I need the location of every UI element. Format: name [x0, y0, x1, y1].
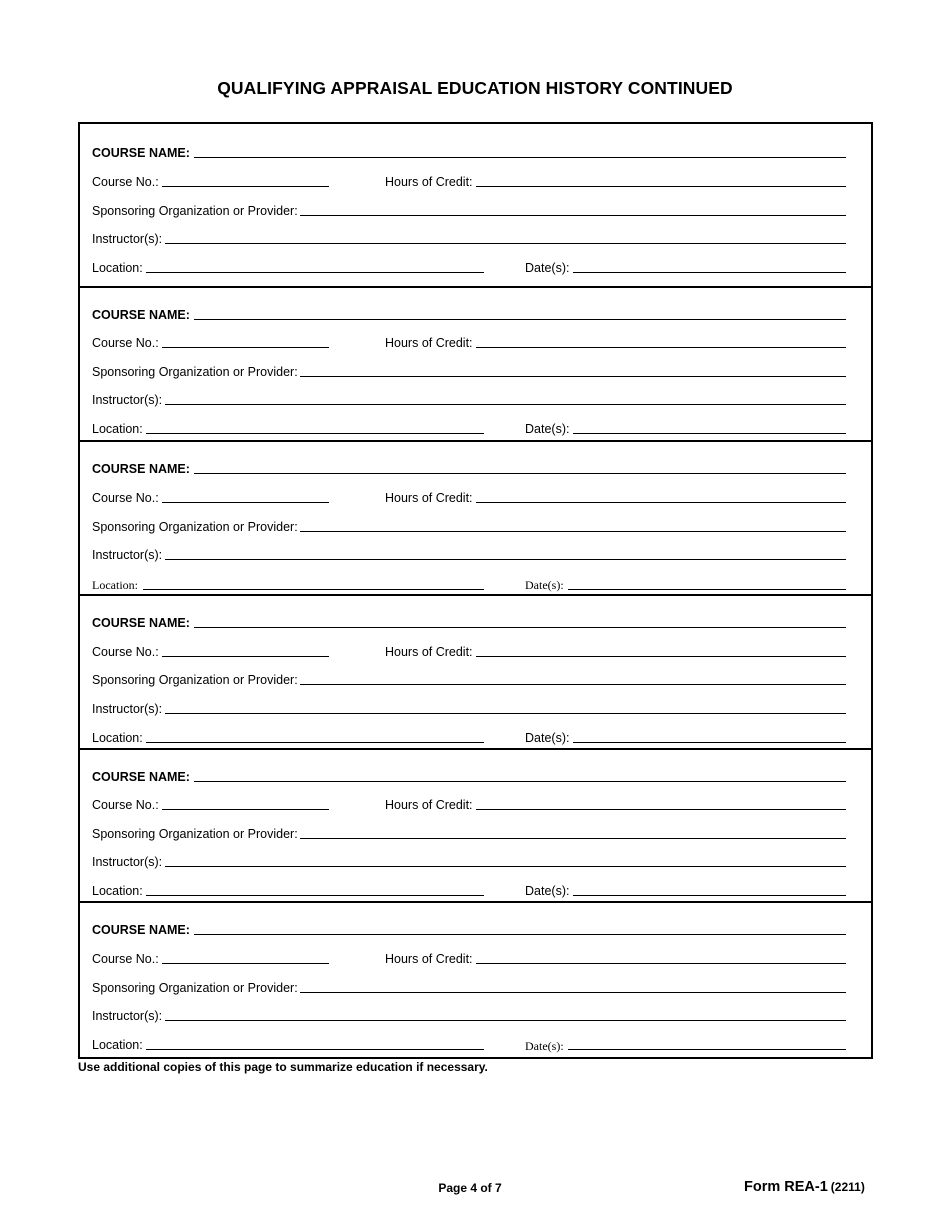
- hours-of-credit-label: Hours of Credit:: [385, 798, 473, 812]
- course-no-label: Course No.:: [92, 798, 159, 812]
- dates-label: Date(s):: [525, 884, 570, 898]
- instructors-field[interactable]: [165, 866, 846, 867]
- dates-label: Date(s):: [525, 1039, 564, 1053]
- location-label: Location:: [92, 884, 143, 898]
- hours-of-credit-label: Hours of Credit:: [385, 336, 473, 350]
- course-name-label: COURSE NAME:: [92, 923, 190, 937]
- course-entry-1: [80, 124, 871, 278]
- location-field[interactable]: [143, 589, 484, 590]
- sponsoring-label: Sponsoring Organization or Provider:: [92, 981, 298, 995]
- course-name-label: COURSE NAME:: [92, 146, 190, 160]
- course-no-field[interactable]: [162, 963, 329, 964]
- course-name-label: COURSE NAME:: [92, 308, 190, 322]
- hours-of-credit-field[interactable]: [476, 502, 846, 503]
- course-name-field[interactable]: [194, 781, 846, 782]
- instructors-field[interactable]: [165, 559, 846, 560]
- course-no-label: Course No.:: [92, 491, 159, 505]
- instructors-field[interactable]: [165, 713, 846, 714]
- instructors-label: Instructor(s):: [92, 855, 163, 869]
- dates-field[interactable]: [573, 895, 846, 896]
- form-id-text: Form REA-1: [744, 1179, 828, 1195]
- course-no-field[interactable]: [162, 809, 329, 810]
- sponsoring-label: Sponsoring Organization or Provider:: [92, 520, 298, 534]
- instructors-label: Instructor(s):: [92, 232, 163, 246]
- hours-of-credit-field[interactable]: [476, 963, 846, 964]
- instructors-label: Instructor(s):: [92, 702, 163, 716]
- sponsoring-field[interactable]: [300, 992, 846, 993]
- hours-of-credit-label: Hours of Credit:: [385, 952, 473, 966]
- course-name-label: COURSE NAME:: [92, 462, 190, 476]
- course-no-label: Course No.:: [92, 336, 159, 350]
- instructors-field[interactable]: [165, 243, 846, 244]
- page-number: Page 4 of 7: [438, 1181, 502, 1195]
- location-field[interactable]: [146, 1049, 484, 1050]
- dates-label: Date(s):: [525, 261, 570, 275]
- course-name-field[interactable]: [194, 319, 846, 320]
- dates-label: Date(s):: [525, 578, 564, 592]
- location-label: Location:: [92, 1038, 143, 1052]
- page-title: QUALIFYING APPRAISAL EDUCATION HISTORY CONTINUED: [217, 78, 733, 98]
- course-entry-2: [80, 286, 871, 442]
- hours-of-credit-field[interactable]: [476, 656, 846, 657]
- course-no-label: Course No.:: [92, 175, 159, 189]
- form-identifier: [744, 1179, 865, 1195]
- dates-field[interactable]: [573, 272, 846, 273]
- sponsoring-field[interactable]: [300, 531, 846, 532]
- course-name-label: COURSE NAME:: [92, 770, 190, 784]
- sponsoring-label: Sponsoring Organization or Provider:: [92, 673, 298, 687]
- course-no-field[interactable]: [162, 347, 329, 348]
- location-label: Location:: [92, 261, 143, 275]
- dates-field[interactable]: [568, 1049, 846, 1050]
- course-entry-3: [80, 440, 871, 596]
- course-no-field[interactable]: [162, 502, 329, 503]
- location-label: Location:: [92, 578, 138, 592]
- course-no-field[interactable]: [162, 656, 329, 657]
- location-field[interactable]: [146, 742, 484, 743]
- instructors-label: Instructor(s):: [92, 393, 163, 407]
- sponsoring-label: Sponsoring Organization or Provider:: [92, 365, 298, 379]
- hours-of-credit-label: Hours of Credit:: [385, 175, 473, 189]
- course-name-field[interactable]: [194, 627, 846, 628]
- instructors-field[interactable]: [165, 404, 846, 405]
- instructors-label: Instructor(s):: [92, 1009, 163, 1023]
- location-label: Location:: [92, 422, 143, 436]
- sponsoring-label: Sponsoring Organization or Provider:: [92, 827, 298, 841]
- sponsoring-field[interactable]: [300, 215, 846, 216]
- hours-of-credit-field[interactable]: [476, 186, 846, 187]
- dates-field[interactable]: [568, 589, 846, 590]
- dates-field[interactable]: [573, 433, 846, 434]
- hours-of-credit-label: Hours of Credit:: [385, 491, 473, 505]
- footnote: Use additional copies of this page to summarize education if necessary.: [78, 1060, 488, 1074]
- sponsoring-field[interactable]: [300, 376, 846, 377]
- course-name-field[interactable]: [194, 934, 846, 935]
- hours-of-credit-field[interactable]: [476, 809, 846, 810]
- location-field[interactable]: [146, 895, 484, 896]
- course-no-field[interactable]: [162, 186, 329, 187]
- course-entries-form: [78, 122, 873, 1059]
- sponsoring-field[interactable]: [300, 684, 846, 685]
- dates-label: Date(s):: [525, 422, 570, 436]
- course-name-label: COURSE NAME:: [92, 616, 190, 630]
- course-entry-5: [80, 748, 871, 904]
- hours-of-credit-field[interactable]: [476, 347, 846, 348]
- course-entry-6: [80, 901, 871, 1057]
- course-no-label: Course No.:: [92, 952, 159, 966]
- hours-of-credit-label: Hours of Credit:: [385, 645, 473, 659]
- instructors-label: Instructor(s):: [92, 548, 163, 562]
- dates-field[interactable]: [573, 742, 846, 743]
- sponsoring-field[interactable]: [300, 838, 846, 839]
- form-revision: (2211): [830, 1180, 865, 1194]
- instructors-field[interactable]: [165, 1020, 846, 1021]
- course-entry-4: [80, 594, 871, 750]
- course-no-label: Course No.:: [92, 645, 159, 659]
- course-name-field[interactable]: [194, 157, 846, 158]
- sponsoring-label: Sponsoring Organization or Provider:: [92, 204, 298, 218]
- location-label: Location:: [92, 731, 143, 745]
- course-name-field[interactable]: [194, 473, 846, 474]
- dates-label: Date(s):: [525, 731, 570, 745]
- location-field[interactable]: [146, 272, 484, 273]
- location-field[interactable]: [146, 433, 484, 434]
